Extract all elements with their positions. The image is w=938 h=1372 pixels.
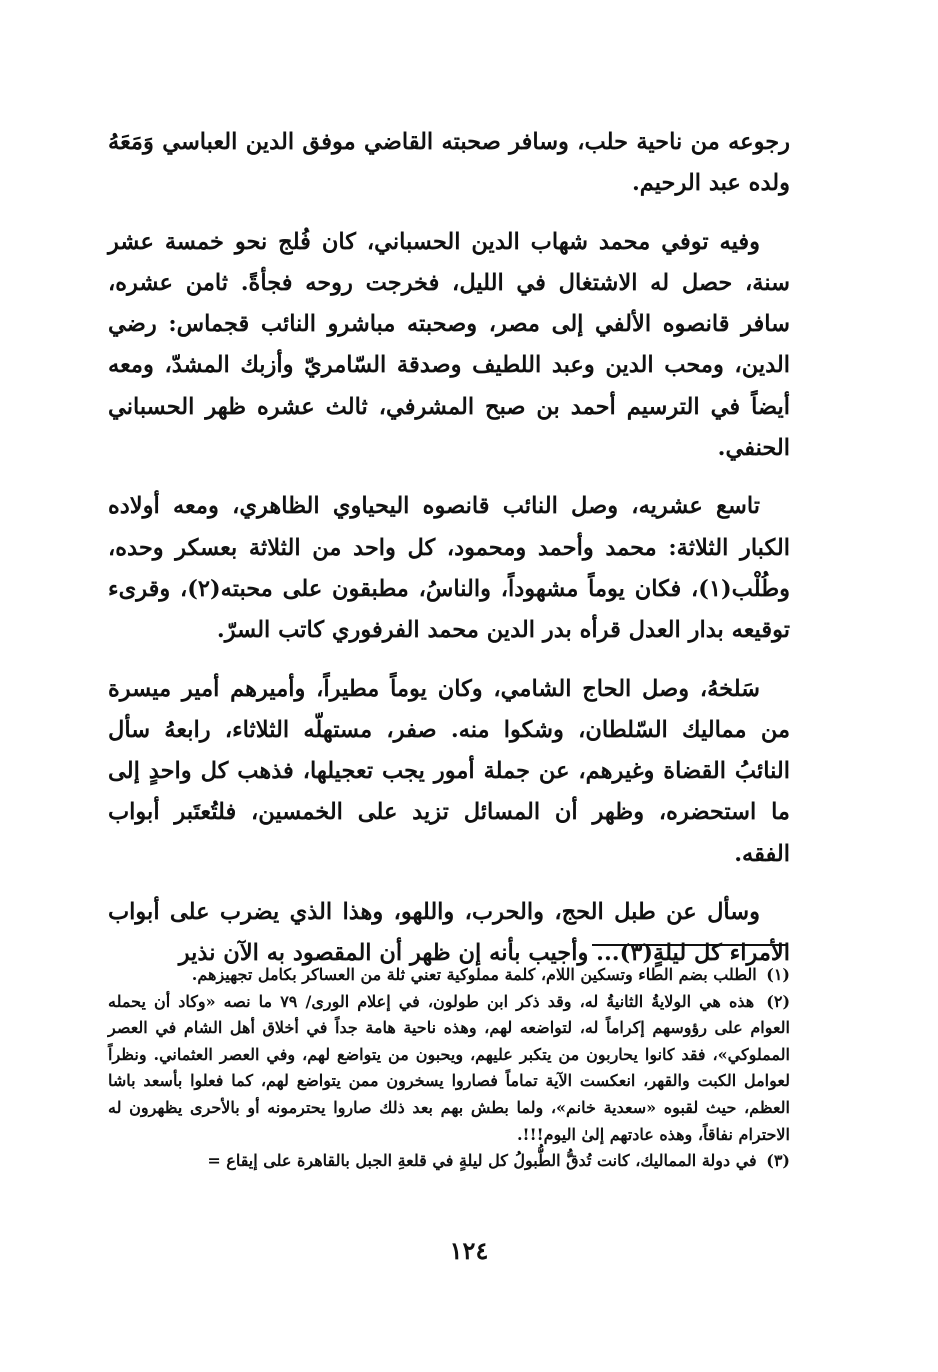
footnote-text: الطلب بضم الطاء وتسكين اللام، كلمة مملوكية تعني ثلة من العساكر بكامل تجهيزهم. (191, 965, 757, 984)
main-text (108, 122, 790, 992)
footnote-text: هذه هي الولايةُ الثانيةُ له، وقد ذكر ابن طولون، في إعلام الورى/ ٧٩ ما نصه «وكاد أن يحمله العوام على رؤوسهم إكراماً له، لتواضعه لهم، وهذه ناحية هامة جداً في أخلاق أهل الشام في العصر المملوكي»، فقد كانوا يحاربون من يتكبر عليهم، ويحبون من يتواضع لهم، وفي العصر العثماني. ونظراً لعوامل الكبت والقهر، انعكست الآية تماماً فصاروا يسخرون ممن يتواضع لهم، كما فعلوا بأسعد باشا العظم، حيث لقبوه «سعدية خانم»، ولما بطش بهم بعد ذلك صاروا يحترمونه أو بالأحرى يظهرون له الاحترام نفاقاً، وهذه عادتهم إلىٰ اليوم!!!. (108, 991, 790, 1144)
paragraph-4: سَلخهُ، وصل الحاج الشامي، وكان يوماً مطيراً، وأميرهم أمير ميسرة من مماليك السّلطان، وشكوا منه. صفر، مستهلّه الثلاثاء، رابعهُ سأل النائبُ القضاة وغيرهم، عن جملة أمور يجب تعجيلها، فذهب كل واحدٍ إلى ما استحضره، وظهر أن المسائل تزيد على الخمسين، فلتُعتَبر أبواب الفقه. (108, 675, 790, 867)
footnote-2 (108, 989, 790, 1149)
page-number: ١٢٤ (449, 1236, 489, 1265)
footnote-text: في دولة المماليك، كانت تُدقُّ الطُّبولُ كل ليلةٍ في قلعةِ الجبل بالقاهرة على إيقاع = (207, 1151, 757, 1171)
footnote-1 (108, 962, 790, 989)
footnotes (108, 962, 790, 1175)
paragraph-3: تاسع عشريه، وصل النائب قانصوه اليحياوي الظاهري، ومعه أولاده الكبار الثلاثة: محمد وأحمد ومحمود، كل واحد من الثلاثة بعسكر وحده، وطُلْب(١)، فكان يوماً مشهوداً، والناسُ، مطبقون على محبته(٢)، وقرىء توقيعه بدار العدل قرأه بدر الدين محمد الفرفوري كاتب السرّ. (108, 493, 790, 644)
footnote-number: (٣) (766, 1151, 790, 1171)
paragraph-1: رجوعه من ناحية حلب، وسافر صحبته القاضي موفق الدين العباسي وَمَعَهُ ولده عبد الرحيم. (108, 129, 790, 197)
footnote-3 (108, 1148, 790, 1175)
footnote-divider (592, 944, 788, 946)
paragraph-5: وسأل عن طبل الحج، والحرب، واللهو، وهذا الذي يضرب على أبواب الأمراء كل ليلةٍ(٣)... وأجيب بأنه إن ظهر أن المقصود به الآن نذير (108, 899, 790, 967)
footnote-number: (١) (766, 965, 790, 984)
footnote-number: (٢) (766, 991, 791, 1011)
paragraph-2: وفيه توفي محمد شهاب الدين الحسباني، كان فُلج نحو خمسة عشر سنة، حصل له الاشتغال في الليل، فخرجت روحه فجأةً. ثامن عشره، سافر قانصوه الألفي إلى مصر، وصحبته مباشرو النائب قجماس: رضي الدين، ومحب الدين وعبد اللطيف وصدقة السّامريّ وأزبك المشدّ، ومعه أيضاً في الترسيم أحمد بن صبح المشرفي، ثالث عشره ظهر الحسباني الحنفي. (108, 228, 790, 462)
